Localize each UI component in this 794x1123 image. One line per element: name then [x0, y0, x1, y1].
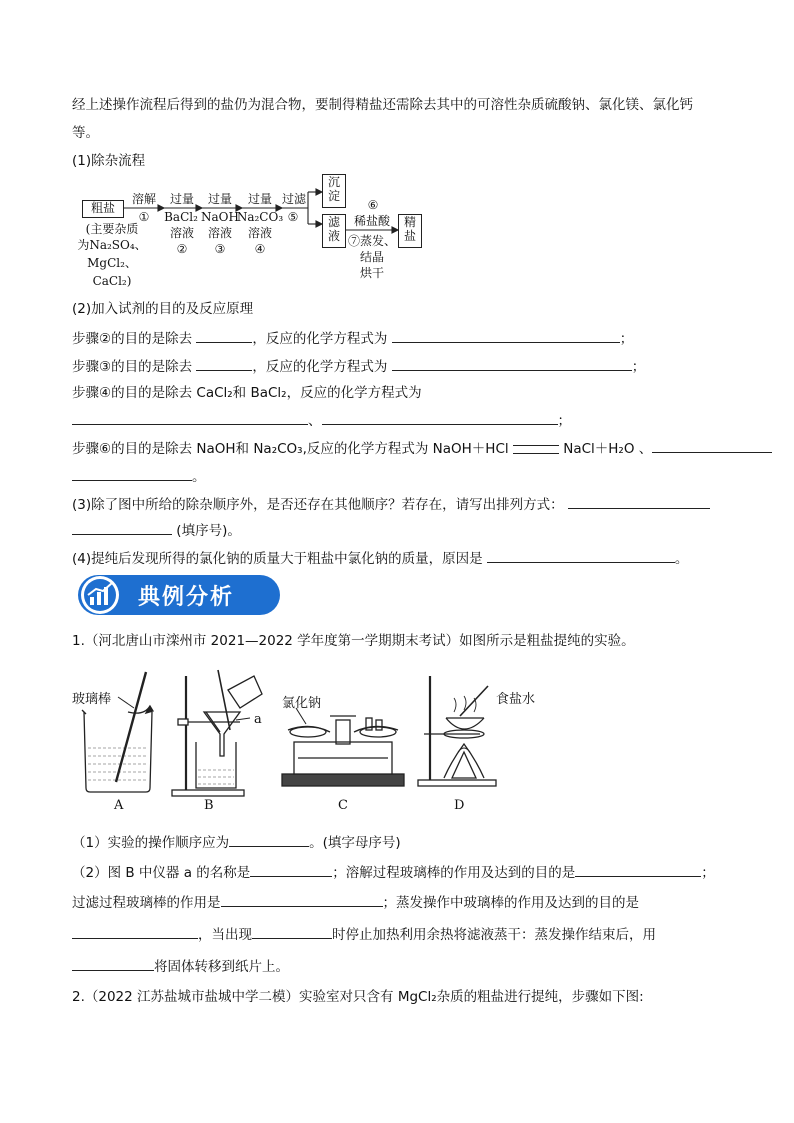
label-glass-rod: 玻璃棒: [72, 692, 112, 707]
step7-label: ⑦蒸发、: [347, 234, 396, 248]
answer-blank[interactable]: [72, 410, 308, 425]
ex1-q2-line-4: [72, 956, 289, 976]
filtrate-char-2: 液: [327, 229, 340, 243]
figure-label-d: D: [454, 798, 465, 813]
q3-suffix: (填序号)。: [176, 523, 241, 539]
figure-label-b: B: [204, 798, 214, 813]
answer-blank[interactable]: [252, 924, 332, 939]
answer-blank[interactable]: [72, 466, 192, 481]
q3-line-2: [72, 520, 241, 540]
ex1-q1-prefix: （1）实验的操作顺序应为: [72, 835, 230, 851]
q2-step4-sep: 、: [308, 413, 322, 429]
q2-step6-end: 。: [192, 469, 206, 485]
answer-blank[interactable]: [221, 892, 383, 907]
banner-title: 典例分析: [138, 585, 235, 610]
figure-label-a: A: [114, 798, 124, 813]
crude-salt-box: [82, 200, 124, 218]
answer-blank[interactable]: [72, 956, 154, 971]
q2-step2-line: [72, 328, 633, 348]
step6-number: ⑥: [367, 198, 379, 212]
q2-step6-sep: 、: [638, 441, 653, 457]
answer-blank[interactable]: [322, 410, 558, 425]
answer-blank[interactable]: [392, 356, 632, 371]
q2-step4-end: ；: [557, 413, 571, 429]
ex1-q2-stop: 时停止加热利用余热将滤液蒸干：蒸发操作结束后，用: [332, 927, 656, 943]
section-1-title: (1)除杂流程: [72, 153, 146, 169]
q2-step3-end: ；: [631, 359, 646, 375]
step3-state: 溶液: [207, 226, 232, 240]
equation-equals-sign: [513, 445, 559, 454]
ex1-q2-prefix: （2）图 B 中仪器 a 的名称是: [72, 865, 251, 881]
step7-label-c: 烘干: [359, 266, 384, 280]
q2-step6-product: NaCl＋H₂O: [563, 441, 635, 457]
step4-reagent: Na₂CO₃: [236, 210, 284, 224]
step3-label: 过量: [207, 192, 232, 206]
step5-number: ⑤: [287, 210, 299, 224]
ex1-q2-line: [72, 862, 715, 882]
ex1-q2-transfer: 将固体转移到纸片上。: [154, 959, 289, 975]
filtrate-char-1: 滤: [327, 215, 340, 229]
refined-char-1: 精: [403, 215, 416, 229]
answer-blank[interactable]: [196, 356, 252, 371]
step4-number: ④: [254, 242, 266, 256]
crude-salt-label: 粗盐: [90, 201, 115, 215]
ex1-q1-suffix: 。(填字母序号): [309, 835, 401, 851]
step2-state: 溶液: [169, 226, 194, 240]
section-2-title: (2)加入试剂的目的及反应原理: [72, 301, 254, 317]
step5-label: 过滤: [281, 192, 306, 206]
precipitate-box: [322, 174, 346, 208]
q2-step3-prefix: 步骤③的目的是除去: [72, 359, 193, 375]
answer-blank[interactable]: [487, 548, 675, 563]
q2-step3-line: [72, 356, 645, 376]
answer-blank[interactable]: [652, 438, 772, 453]
step1-number: ①: [138, 210, 150, 224]
intro-line-2: 等。: [72, 125, 99, 141]
step6-reagent: 稀盐酸: [353, 214, 390, 228]
filtrate-box: [322, 214, 346, 248]
impurity-note-3: MgCl₂、: [87, 256, 137, 270]
label-brine: 食盐水: [496, 692, 536, 707]
q2-step4-blanks: [72, 410, 571, 430]
step3-number: ③: [214, 242, 226, 256]
q2-step6-prefix: 步骤⑥的目的是除去 NaOH和 Na₂CO₃,反应的化学方程式为 NaOH＋HCl: [72, 441, 509, 457]
q2-step3-mid: ，反应的化学方程式为: [252, 359, 388, 375]
ex1-q2-filter: 过滤过程玻璃棒的作用是: [72, 895, 221, 911]
answer-blank[interactable]: [392, 328, 620, 343]
q3-question: (3)除了图中所给的除杂顺序外，是否还存在其他顺序？若存在，请写出排列方式：: [72, 497, 564, 513]
step2-label: 过量: [169, 192, 194, 206]
answer-blank[interactable]: [568, 494, 710, 509]
ex1-q2-when: ，当出现: [198, 927, 252, 943]
ex1-q2-mid: ；溶解过程玻璃棒的作用及达到的目的是: [332, 865, 576, 881]
ex1-q2-line-2: [72, 892, 639, 912]
q2-step2-end: ；: [619, 331, 634, 347]
q3-line: [72, 494, 710, 514]
impurity-note-2: 为Na₂SO₄、: [77, 238, 147, 252]
step1-label: 溶解: [131, 192, 156, 206]
step3-reagent: NaOH: [201, 210, 239, 224]
q2-step2-prefix: 步骤②的目的是除去: [72, 331, 193, 347]
q4-line: [72, 548, 688, 568]
answer-blank[interactable]: [72, 924, 198, 939]
q2-step4-line: 步骤④的目的是除去 CaCl₂和 BaCl₂，反应的化学方程式为: [72, 385, 422, 401]
example-2-text: 2.（2022 江苏盐城市盐城中学二模）实验室对只含有 MgCl₂杂质的粗盐进行提纯，步骤如下图:: [72, 989, 644, 1005]
refined-salt-box: [398, 214, 422, 248]
q2-step6-line: [72, 438, 772, 458]
precipitate-char-2: 淀: [327, 189, 340, 203]
intro-line-1: 经上述操作流程后得到的盐仍为混合物，要制得精盐还需除去其中的可溶性杂质硫酸钠、氯化镁、氯化钙: [72, 97, 693, 113]
q2-step2-mid: ，反应的化学方程式为: [252, 331, 388, 347]
step2-reagent: BaCl₂: [164, 210, 198, 224]
answer-blank[interactable]: [72, 520, 172, 535]
impurity-note-1: (主要杂质: [85, 222, 139, 236]
ex1-q2-line-3: [72, 924, 656, 944]
precipitate-char-1: 沉: [327, 175, 340, 189]
answer-blank[interactable]: [575, 862, 701, 877]
figure-label-c: C: [338, 798, 348, 813]
step4-label: 过量: [247, 192, 272, 206]
refined-char-2: 盐: [403, 229, 416, 243]
step7-label-b: 结晶: [359, 250, 384, 264]
answer-blank[interactable]: [250, 862, 332, 877]
answer-blank[interactable]: [196, 328, 252, 343]
answer-blank[interactable]: [229, 832, 309, 847]
q4-question: (4)提纯后发现所得的氯化钠的质量大于粗盐中氯化钠的质量，原因是: [72, 551, 483, 567]
label-instrument-a: a: [254, 712, 262, 727]
step2-number: ②: [176, 242, 188, 256]
step4-state: 溶液: [247, 226, 272, 240]
q2-step6-continue: [72, 466, 206, 486]
ex1-q1-line: [72, 832, 401, 852]
ex1-q2-evap: ；蒸发操作中玻璃棒的作用及达到的目的是: [382, 895, 639, 911]
q4-end: 。: [674, 551, 689, 567]
label-sodium-chloride: 氯化钠: [282, 696, 322, 711]
example-1-text: 1.（河北唐山市滦州市 2021—2022 学年度第一学期期末考试）如图所示是粗盐提纯的实验。: [72, 633, 635, 649]
ex1-q2-end: ；: [701, 865, 715, 881]
impurity-note-4: CaCl₂): [92, 274, 132, 288]
